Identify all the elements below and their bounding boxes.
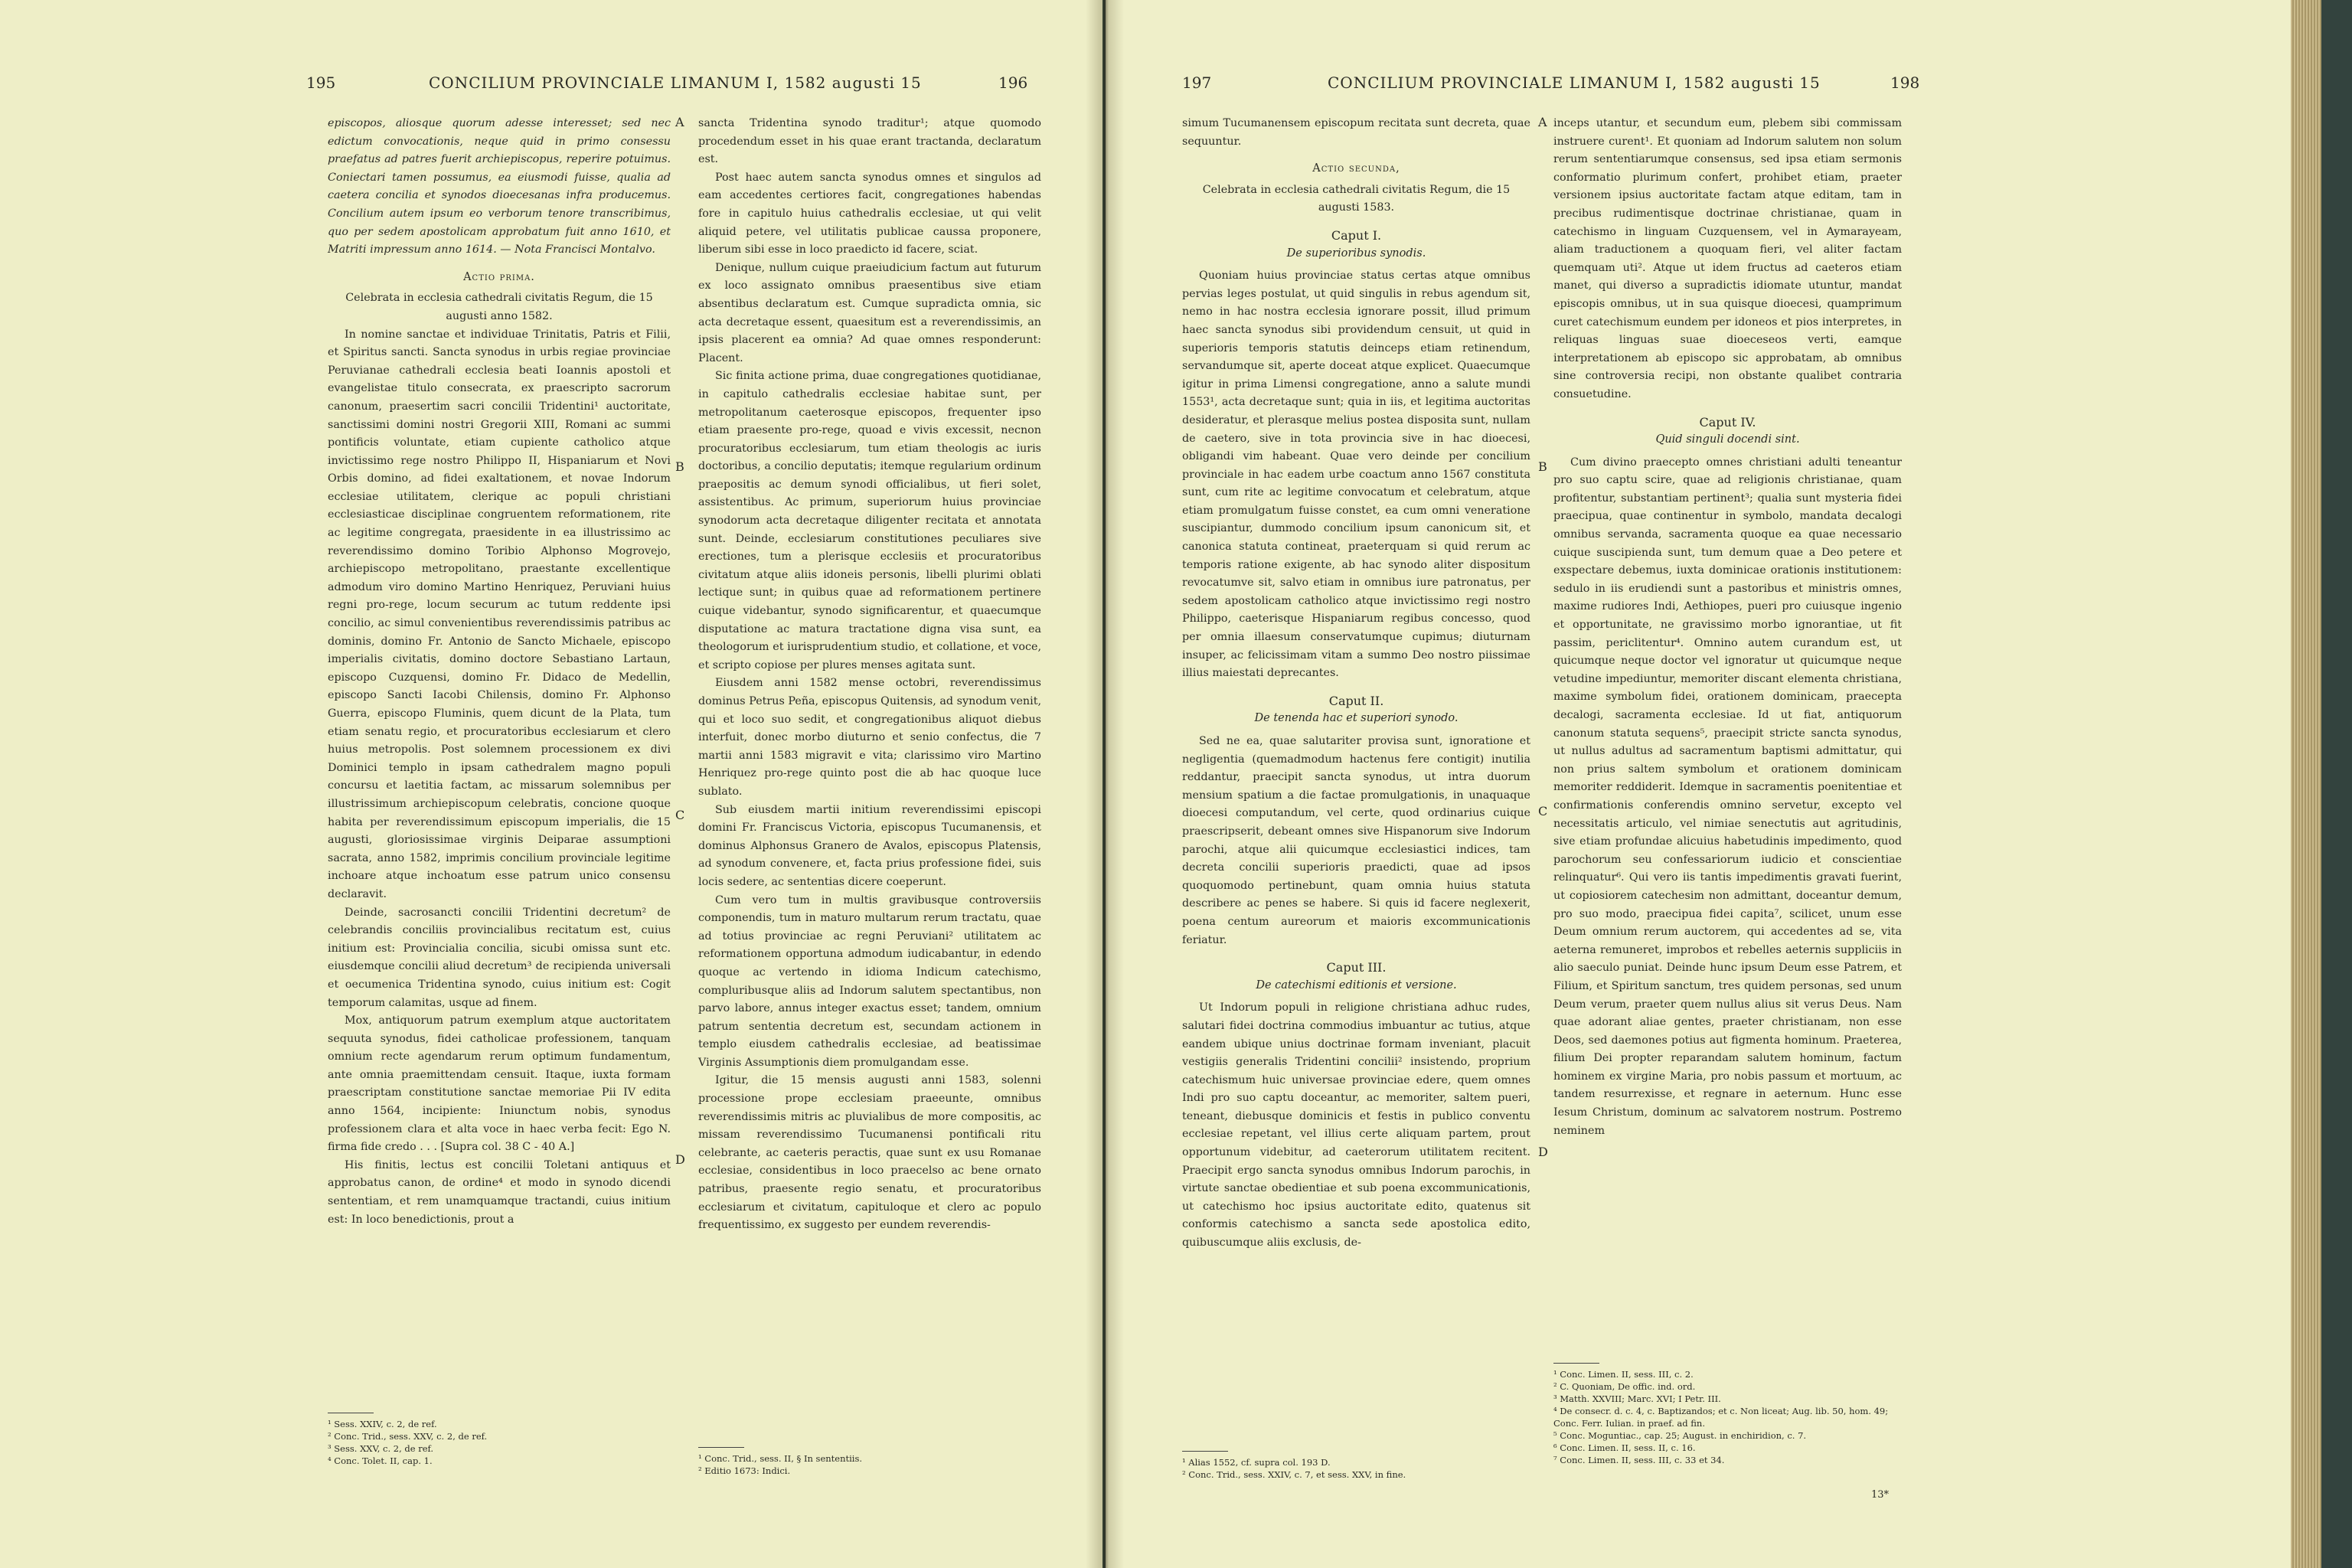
paragraph: Cum vero tum in multis gravibusque controversiis componendis, tum in maturo multarum rerum tractatu, quae ad totius provinciae ac regni Peruviani² utilitatem ac reformationem opportuna admodum iudicabantur, in edendo quoque ac vertendo in idioma Indicum catechismo, compluribusque aliis ad Indorum salutem spectantibus, non parvo labore, annus integer exactus esset; tandem, omnium patrum sententia decretum est, secundam actionem in templo eiusdem cathedralis ecclesiae, ad beatissimae Virginis Assumptionis diem promulgandam esse. — [698, 893, 1041, 1069]
margin-letter-b: B — [675, 459, 684, 474]
footnote: ¹ Sess. XXIV, c. 2, de ref. — [328, 1419, 437, 1429]
paragraph: Igitur, die 15 mensis augusti anni 1583, solenni processione prope ecclesiam praeeunte, omnibus reverendissimis mitris ac pluvialibus de more compositis, ac missam reverendissimo Tucumanensi pontificali ritu celebrante, ac caeteris peractis, quae sunt ex usu Romanae ecclesiae, considentibus in loco praecelso ac bene ornato patribus, praesente regio senatu, et procuratoribus ecclesiarum et civitatum, capituloque et clero ac populo frequentissimo, ex suggesto per eundem reverendis- — [698, 1074, 1041, 1232]
actio-prima-subtitle: Celebrata in ecclesia cathedrali civitatis Regum, die 15 augusti anno 1582. — [345, 292, 653, 322]
page-number-197: 197 — [1182, 74, 1212, 92]
paragraph: Sed ne ea, quae salutariter provisa sunt, ignoratione et negligentia (quemadmodum hactenus fere contigit) inutilia reddantur, praecipit sancta synodus, ut intra duorum mensium spatium a die factae promulgationis, in unaquaque dioecesi computandum, vel certe, quod ordinarius cuique praescripserit, debeant omnes sive Hispanorum sive Indorum parochi, atque alii quicumque ecclesiastici indices, tam decreta concilii superioris praedicti, quae ad ipsos quoquomodo pertinebunt, quam omnia huius statuta describere ac penes se habere. Si quis id facere neglexerit, poena centum aureorum et maioris excommunicationis feriatur. — [1182, 735, 1530, 946]
caput-2-subtitle: De tenenda hac et superiori synodo. — [1254, 712, 1459, 725]
footnote: ³ Sess. XXV, c. 2, de ref. — [328, 1443, 434, 1454]
margin-letter-d: D — [1538, 1145, 1548, 1159]
page-number-198: 198 — [1890, 74, 1920, 92]
book-gutter — [1086, 0, 1124, 1568]
right-column-2 — [1553, 115, 1902, 1140]
paragraph: Sic finita actione prima, duae congregationes quotidianae, in capitulo cathedralis ecclesiae habitae sunt, per metropolitanum caeterosque episcopos, frequenter ipso etiam praesente pro-rege, quoad e vivis excessit, necnon procuratoribus ecclesiarum, tum etiam theologis ac iuris doctoribus, a concilio deputatis; itemque regularium ordinum praepositis ac demum synodi officialibus, ut fieri solet, assistentibus. Ac primum, superiorum huius provinciae synodorum acta decretaque diligenter recitata et annotata sunt. Deinde, ecclesiarum constitutiones peculiares sive erectiones, tum a plerisque ecclesiis et procuratoribus civitatum atque aliis idoneis personis, libelli plurimi oblati lectique sunt; in quibus quae ad reformationem pertinere cuique videbantur, synodo significarentur, et quaecumque disputatione ac matura tractatione digna visa sunt, ea theologorum et iurisprudentium studio, et collatione, et voce, et scripto copiose per plures menses agitata sunt. — [698, 370, 1041, 671]
running-title: CONCILIUM PROVINCIALE LIMANUM I, 1582 augusti 15 — [1328, 74, 1821, 92]
footnote: ⁷ Conc. Limen. II, sess. III, c. 33 et 34. — [1553, 1455, 1725, 1465]
footnote: ⁴ Conc. Tolet. II, cap. 1. — [328, 1455, 433, 1466]
caput-1-subtitle: De superioribus synodis. — [1286, 247, 1426, 260]
caput-1-heading: Caput I. — [1331, 227, 1382, 243]
left-col1-footnotes — [328, 1413, 649, 1467]
margin-letter-c: C — [675, 808, 685, 822]
running-title: CONCILIUM PROVINCIALE LIMANUM I, 1582 augusti 15 — [429, 74, 922, 92]
actio-prima-heading: Actio prima. — [463, 270, 535, 283]
left-page — [0, 0, 1102, 1568]
margin-letter-b: B — [1538, 459, 1547, 474]
footnote: ² Conc. Trid., sess. XXIV, c. 7, et sess. XXV, in fine. — [1182, 1469, 1406, 1480]
paragraph: Deinde, sacrosancti concilii Tridentini decretum² de celebrandis conciliis provincialibus recitatum est, cuius initium est: Provincialia concilia, sicubi omissa sunt etc. eiusdemque concilii aliud decretum³ de recipienda universali et oecumenica Tridentina synodo, cuius initium est: Cogit temporum calamitas, usque ad finem. — [328, 906, 671, 1009]
left-column-1 — [328, 115, 671, 1229]
left-column-2 — [698, 115, 1041, 1235]
actio-secunda-subtitle: Celebrata in ecclesia cathedrali civitatis Regum, die 15 augusti 1583. — [1202, 183, 1511, 214]
caput-4-heading: Caput IV. — [1699, 414, 1756, 430]
footnote: ⁶ Conc. Limen. II, sess. II, c. 16. — [1553, 1442, 1696, 1453]
footnote: ² Conc. Trid., sess. XXV, c. 2, de ref. — [328, 1431, 488, 1442]
paragraph: Mox, antiquorum patrum exemplum atque auctoritatem sequuta synodus, fidei catholicae professionem, tanquam omnium recte agendarum rerum optimum fundamentum, ante omnia praemittendam censuit. Itaque, iuxta formam praescriptam constitutione sanctae memoriae Pii IV edita anno 1564, incipiente: Iniunctum nobis, synodus professionem clara et alta voce in haec verba fecit: Ego N. firma fide credo . . . [Supra col. 38 C - 40 A.] — [328, 1014, 671, 1154]
margin-letter-a: A — [675, 115, 684, 129]
footnote: ³ Matth. XXVIII; Marc. XVI; I Petr. III. — [1553, 1393, 1721, 1404]
actio-secunda-heading: Actio secunda, — [1312, 162, 1400, 175]
paragraph: inceps utantur, et secundum eum, plebem sibi commissam instruere curent¹. Et quoniam ad Indorum salutem non solum rerum sententiarumque consensus, sed ipsa etiam sermonis conformatio plurimum confert, prohibet etiam, praeter versionem ipsius auctoritate factam atque editam, tam in precibus rudimentisque doctrinae christianae, quam in catechismo in linguam Cuzquensem, vel in Aymarayeam, aliam traductionem a quoquam fieri, vel aliter factam quemquam uti². Atque ut idem fructus ad caeteros etiam manet, qui diverso a supradictis idiomate utuntur, mandat episcopis omnibus, ut in sua quisque dioecesi, quamprimum curet catechismum eundem per idoneos et pios interpretes, in reliquas linguas suae dioeceseos verti, eamque interpretationem ab episcopo sic approbatam, ab omnibus sine controversia recipi, non obstante qualibet contraria consuetudine. — [1553, 117, 1902, 400]
footnote: ² C. Quoniam, De offic. ind. ord. — [1553, 1381, 1696, 1392]
caput-3-heading: Caput III. — [1326, 960, 1387, 975]
page-number-195: 195 — [306, 74, 336, 92]
paragraph: sancta Tridentina synodo traditur¹; atque quomodo procedendum esset in his quae erant tractanda, declaratum est. — [698, 117, 1041, 166]
footnote: ² Editio 1673: Indici. — [698, 1465, 791, 1476]
paragraph: Eiusdem anni 1582 mense octobri, reverendissimus dominus Petrus Peña, episcopus Quitensis, ad synodum venit, qui et loco suo sedit, et congregationibus aliquot diebus interfuit, donec morbo diuturno et senio confectus, die 7 martii anni 1583 migravit e vita; clarissimo viro Martino Henriquez pro-rege quinto post die ab hac quoque luce sublato. — [698, 677, 1041, 798]
caput-4-subtitle: Quid singuli docendi sint. — [1655, 433, 1800, 446]
background-edge — [2321, 0, 2352, 1568]
paragraph: Cum divino praecepto omnes christiani adulti teneantur pro suo captu scire, quae ad religionis christianae, quam profitentur, substantiam pertinent³; qualia sunt mysteria fidei praecipua, quae continentur in symbolo, mandata decalogi omnibus servanda, sacramenta quoque ea quae necessario cuique suscipienda sunt, tum demum quae a Deo petere et exspectare debemus, iuxta dominicae orationis institutionem: sedulo in iis erudiendi sunt a pastoribus et ministris omnes, maxime rudiores Indi, Aethiopes, pueri pro cuiusque ingenio et opportunitate, ne gravissimo morbo ignorantiae, ut fit passim, periclitentur⁴. Omnino autem curandum est, ut quicumque neque doctor vel ignoratur ut quicumque neque vetudine impediuntur, memoriter discant elementa christiana, maxime symbolum fidei, orationem dominicam, praecepta decalogi, sacramenta ecclesiae. Id ut fiat, antiquorum canonum statuta sequens⁵, praecipit stricte sancta synodus, ut nullus adultus ad sacramentum baptismi admittatur, qui non prius saltem symbolum et orationem dominicam memoriter reddiderit. Idemque in sacramentis poenitentiae et confirmationis conferendis omnino servetur, excepto vel necessitatis articulo, vel nimiae senectutis aut agritudinis, sive etiam profundae alicuius habetudinis impedimento, quod parochorum seu confessariorum iudicio et conscientiae relinquatur⁶. Qui vero iis tantis impedimentis gravati fuerint, ut copiosiorem catechesim non admittant, doceantur demum, pro suo modo, praecipua fidei capita⁷, scilicet, unum esse Deum omnium rerum auctorem, qui accedentes ad se, vita aeterna remuneret, improbos et rebelles aeternis suppliciis in alio saeculo puniat. Deinde hunc ipsum Deum esse Patrem, et Filium, et Spiritum sanctum, tres quidem personas, sed unum Deum verum, praeter quem nullus alius sit verus Deus. Nam quae adorant aliae gentes, praeter christianam, non esse Deos, sed daemones potius aut figmenta hominum. Praeterea, filium Dei propter reparandam salutem hominum, factum hominem ex virgine Maria, pro nobis passum et mortuum, ac tandem resurrexisse, et regnare in aeternum. Hunc esse Iesum Christum, dominum ac salvatorem nostrum. Postremo neminem — [1553, 456, 1902, 1137]
right-column-1 — [1182, 115, 1530, 1253]
footnote: ⁵ Conc. Moguntiac., cap. 25; August. in enchiridion, c. 7. — [1553, 1430, 1807, 1441]
paragraph: Quoniam huius provinciae status certas atque omnibus pervias leges postulat, ut quid singulis in rebus agendum sit, nemo in hac nostra ecclesia ignorare possit, illud primum haec sancta synodus sibi providendum censuit, ut quid in superioris temporis statutis deinceps etiam retinendum, servandumque sit, aperte doceat atque explicet. Quaecumque igitur in prima Limensi congregatione, anno a salute mundi 1553¹, acta decretaque sunt; quia in iis, et legitima auctoritas desideratur, et plerasque melius postea disposita sunt, nullam de caetero, sive in tota provincia sive in hac dioecesi, obligandi vim habeant. Quae vero deinde per concilium provinciale in hac eadem urbe coactum anno 1567 constituta sunt, cum rite ac legitime convocatum et celebratum, atque etiam promulgatum fuisse constet, ea cum omni veneratione suscipiantur, dummodo concilium ipsum canonicum sit, et canonica statuta contineat, praeterquam si quid rerum ac temporis ratione exigente, ab hac synodo aliter dispositum revocatumve sit, salvo etiam in omnibus iure patronatus, per sedem apostolicam catholico atque invictissimo regi nostro Philippo, caeterisque Hispaniarum regibus concesso, quod per omnia illaesum conservatumque cupimus; diuturnam insuper, ac felicissimam vitam a summo Deo nostro piissimae illius maiestati deprecantes. — [1182, 270, 1530, 680]
left-page-header — [0, 74, 1102, 104]
paragraph: Sub eiusdem martii initium reverendissimi episcopi domini Fr. Franciscus Victoria, episcopus Tucumanensis, et dominus Alphonsus Granero de Avalos, episcopus Platensis, ad synodum convenere, et, facta prius professione fidei, suis locis sedere, ac sententias dicere coeperunt. — [698, 803, 1041, 888]
footnote: ⁴ De consecr. d. c. 4, c. Baptizandos; et c. Non liceat; Aug. lib. 50, hom. 49; Conc. Ferr. Iulian. in praef. ad fin. — [1553, 1406, 1889, 1429]
paragraph: Ut Indorum populi in religione christiana adhuc rudes, salutari fidei doctrina commodius imbuantur ac tutius, atque eandem ubique unius doctrinae formam inveniant, placuit vestigiis generalis Tridentini concilii² insistendo, proprium catechismum huic universae provinciae edere, quem omnes Indi pro suo captu doceantur, ac memoriter, saltem pueri, teneant, diebusque dominicis et festis in publico conventu ecclesiae repetant, vel illius certe aliquam partem, prout opportunum videbitur, ad caeterorum utilitatem recitent. Praecipit ergo sancta synodus omnibus Indorum parochis, in virtute sanctae obedientiae et sub poena excommunicationis, ut catechismo hoc ipsius auctoritate edito, quatenus sit conformis catechismo a sancta sede apostolica edito, quibuscumque aliis exclusis, de- — [1182, 1001, 1530, 1250]
paragraph: Post haec autem sancta synodus omnes et singulos ad eam accedentes certiores facit, congregationes habendas fore in capitulo huius cathedralis ecclesiae, ut qui velit aliquid petere, vel utilitatis publicae caussa proponere, liberum sibi esse in loco praedicto id facere, sciat. — [698, 171, 1041, 256]
caput-2-heading: Caput II. — [1328, 693, 1384, 708]
left-col2-footnotes — [698, 1447, 1020, 1477]
paragraph: simum Tucumanensem episcopum recitata sunt decreta, quae sequuntur. — [1182, 117, 1530, 148]
right-page-header — [1106, 74, 2334, 104]
page-number-196: 196 — [998, 74, 1028, 92]
intro-note: episcopos, aliosque quorum adesse interesset; sed nec edictum convocationis, neque quid in primo consessu praefatus ad patres fuerit archiepiscopus, reperire potuimus. Coniectari tamen possumus, ea eiusmodi fuisse, qualia ad caetera concilia et synodos dioecesanas infra producemus. Concilium autem ipsum eo verborum tenore transcribimus, quo per sedem apostolicam approbatum fuit anno 1610, et Matriti impressum anno 1614. — Nota Francisci Montalvo. — [328, 117, 671, 256]
paragraph: His finitis, lectus est concilii Toletani antiquus et approbatus canon, de ordine⁴ et modo in synodo dicendi sententiam, et rem unamquamque tractandi, cuius initium est: In loco benedictionis, prout a — [328, 1158, 671, 1226]
margin-letter-a: A — [1538, 115, 1547, 129]
page-fore-edge — [2291, 0, 2321, 1568]
footnote: ¹ Alias 1552, cf. supra col. 193 D. — [1182, 1457, 1331, 1468]
paragraph: In nomine sanctae et individuae Trinitatis, Patris et Filii, et Spiritus sancti. Sancta synodus in urbis regiae provinciae Peruvianae cathedrali ecclesia beati Ioannis apostoli et evangelistae titulo consecrata, ex praescripto sacrorum canonum, praesertim sacri concilii Tridentini¹ auctoritate, sanctissimi domini nostri Gregorii XIII, Romani ac summi pontificis voluntate, etiam cupiente catholico atque invictissimo rege nostro Philippo II, Hispaniarum et Novi Orbis domino, ad fidei exaltationem, et novae Indorum ecclesiae utilitatem, clerique ac populi christiani ecclesiasticae disciplinae congruentem reformationem, rite ac legitime congregata, praesidente in ea illustrissimo ac reverendissimo domino Toribio Alphonso Mogrovejo, archiepiscopo metropolitano, praestante excellentique admodum viro domino Martino Henriquez, Peruviani huius regni pro-rege, locum securum ac tutum reddente ipsi concilio, ac simul convenientibus reverendissimis patribus ac dominis, domino Fr. Antonio de Sancto Michaele, episcopo imperialis civitatis, domino doctore Sebastiano Lartaun, episcopo Cuzquensi, domino Fr. Didaco de Medellin, episcopo Sancti Iacobi Chilensis, domino Fr. Alphonso Guerra, episcopo Fluminis, quem dicunt de la Plata, tum etiam senatu regio, et procuratoribus ecclesiarum et clero huius metropolis. Post solemnem processionem ex divi Dominici templo in ipsam cathedralem magno populi concursu et laetitia factam, ac missarum solemnibus per illustrissimum archiepiscopum celebratis, concione quoque habita per reverendissimum episcopum imperialis, die 15 augusti, gloriosissimae virginis Deiparae assumptioni sacrata, anno 1582, imprimis concilium provinciale legitime inchoare atque inchoatum esse patrum unico consensu declaravit. — [328, 328, 671, 900]
margin-letter-c: C — [1538, 804, 1548, 818]
caput-3-subtitle: De catechismi editionis et versione. — [1256, 978, 1457, 991]
signature-mark: 13* — [1871, 1489, 1890, 1501]
footnote: ¹ Conc. Trid., sess. II, § In sententiis. — [698, 1453, 863, 1464]
footnote: ¹ Conc. Limen. II, sess. III, c. 2. — [1553, 1369, 1694, 1380]
right-col1-footnotes — [1182, 1451, 1504, 1481]
margin-letter-d: D — [675, 1152, 685, 1167]
right-page — [1106, 0, 2334, 1568]
paragraph: Denique, nullum cuique praeiudicium factum aut futurum ex loco assignato omnibus praesentibus sive etiam absentibus declaratum est. Cumque supradicta omnia, sic acta decretaque essent, quaesitum est a reverendissimis, an ipsis placerent ea omnia? Ad quae omnes responderunt: Placent. — [698, 261, 1041, 364]
right-col2-footnotes — [1553, 1363, 1902, 1466]
